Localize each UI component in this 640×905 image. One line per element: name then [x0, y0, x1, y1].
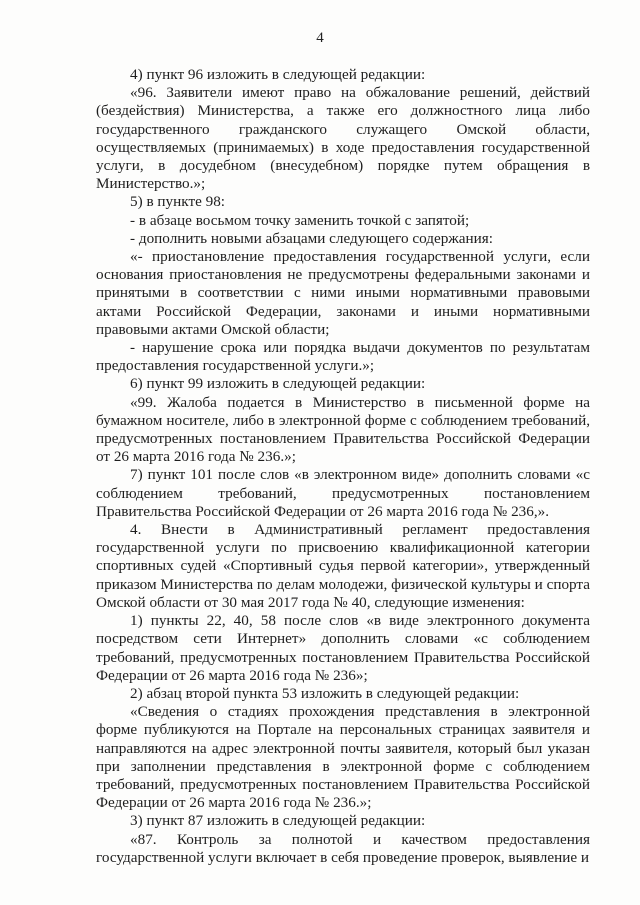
paragraph-point-99: «99. Жалоба подается в Министерство в письменной форме на бумажном носителе, либо в электронной форме с соблюдением требований, предусмотренных постановлением Правительства Российской Федерации от 26 марта 2016 года № 236.»;: [96, 393, 590, 466]
paragraph-suspension: «- приостановление предоставления государственной услуги, если основания приостановления не предусмотрены федеральными законами и принятыми в соответствии с ними иными нормативными правовыми актами Российской Федерации, законами и иными нормативными правовыми актами Омской области;: [96, 248, 590, 338]
paragraph-point-96: «96. Заявители имеют право на обжалование решений, действий (бездействия) Министерства, а также его должностного лица либо государственного гражданского служащего Омской области, осуществляемых (принимаемых) в ходе предоставления государственной услуги, в досудебном (внесудебном) порядке путем обращения в Министерство.»;: [96, 84, 590, 193]
page-number: 4: [316, 30, 324, 46]
paragraph-control: «87. Контроль за полнотой и качеством предоставления государственной услуги включает в себя проведение проверок, выявление и: [96, 830, 590, 866]
paragraph-item-4: 4) пункт 96 изложить в следующей редакции:: [130, 66, 426, 83]
document-body: [96, 66, 590, 867]
paragraph-item-6: 6) пункт 99 изложить в следующей редакции:: [130, 375, 426, 393]
paragraph-violation: - нарушение срока или порядка выдачи документов по результатам предоставления государственной услуги.»;: [96, 339, 590, 375]
paragraph-item-5: 5) в пункте 98:: [130, 193, 226, 211]
paragraph-section-4: 4. Внести в Административный регламент предоставления государственной услуги по присвоению квалификационной категории спортивных судей «Спортивный судья первой категории», утвержденный приказом Министерства по делам молодежи, физической культуры и спорта Омской области от 30 мая 2017 года № 40, следующие изменения:: [96, 521, 590, 611]
paragraph-point-53: 2) абзац второй пункта 53 изложить в следующей редакции:: [130, 684, 520, 702]
paragraph-item-7: 7) пункт 101 после слов «в электронном виде» дополнить словами «с соблюдением требований, предусмотренных постановлением Правительства Российской Федерации от 26 марта 2016 года № 236,».: [96, 466, 590, 520]
paragraph-dash-2: - дополнить новыми абзацами следующего содержания:: [130, 229, 493, 247]
paragraph-stages-info: «Сведения о стадиях прохождения представления в электронной форме публикуются на Портале на персональных страницах заявителя и направляются на адрес электронной почты заявителя, который был указан при заполнении представления в электронной форме с соблюдением требований, предусмотренных постановлением Правительства Российской Федерации от 26 марта 2016 года № 236.»;: [96, 703, 590, 812]
paragraph-points-22-40-58: 1) пункты 22, 40, 58 после слов «в виде электронного документа посредством сети Интернет» дополнить словами «с соблюдением требований, предусмотренных постановлением Правительства Российской Федерации от 26 марта 2016 года № 236»;: [96, 612, 590, 684]
paragraph-dash-1: - в абзаце восьмом точку заменить точкой с запятой;: [130, 211, 470, 229]
paragraph-point-87: 3) пункт 87 изложить в следующей редакции:: [130, 812, 426, 830]
